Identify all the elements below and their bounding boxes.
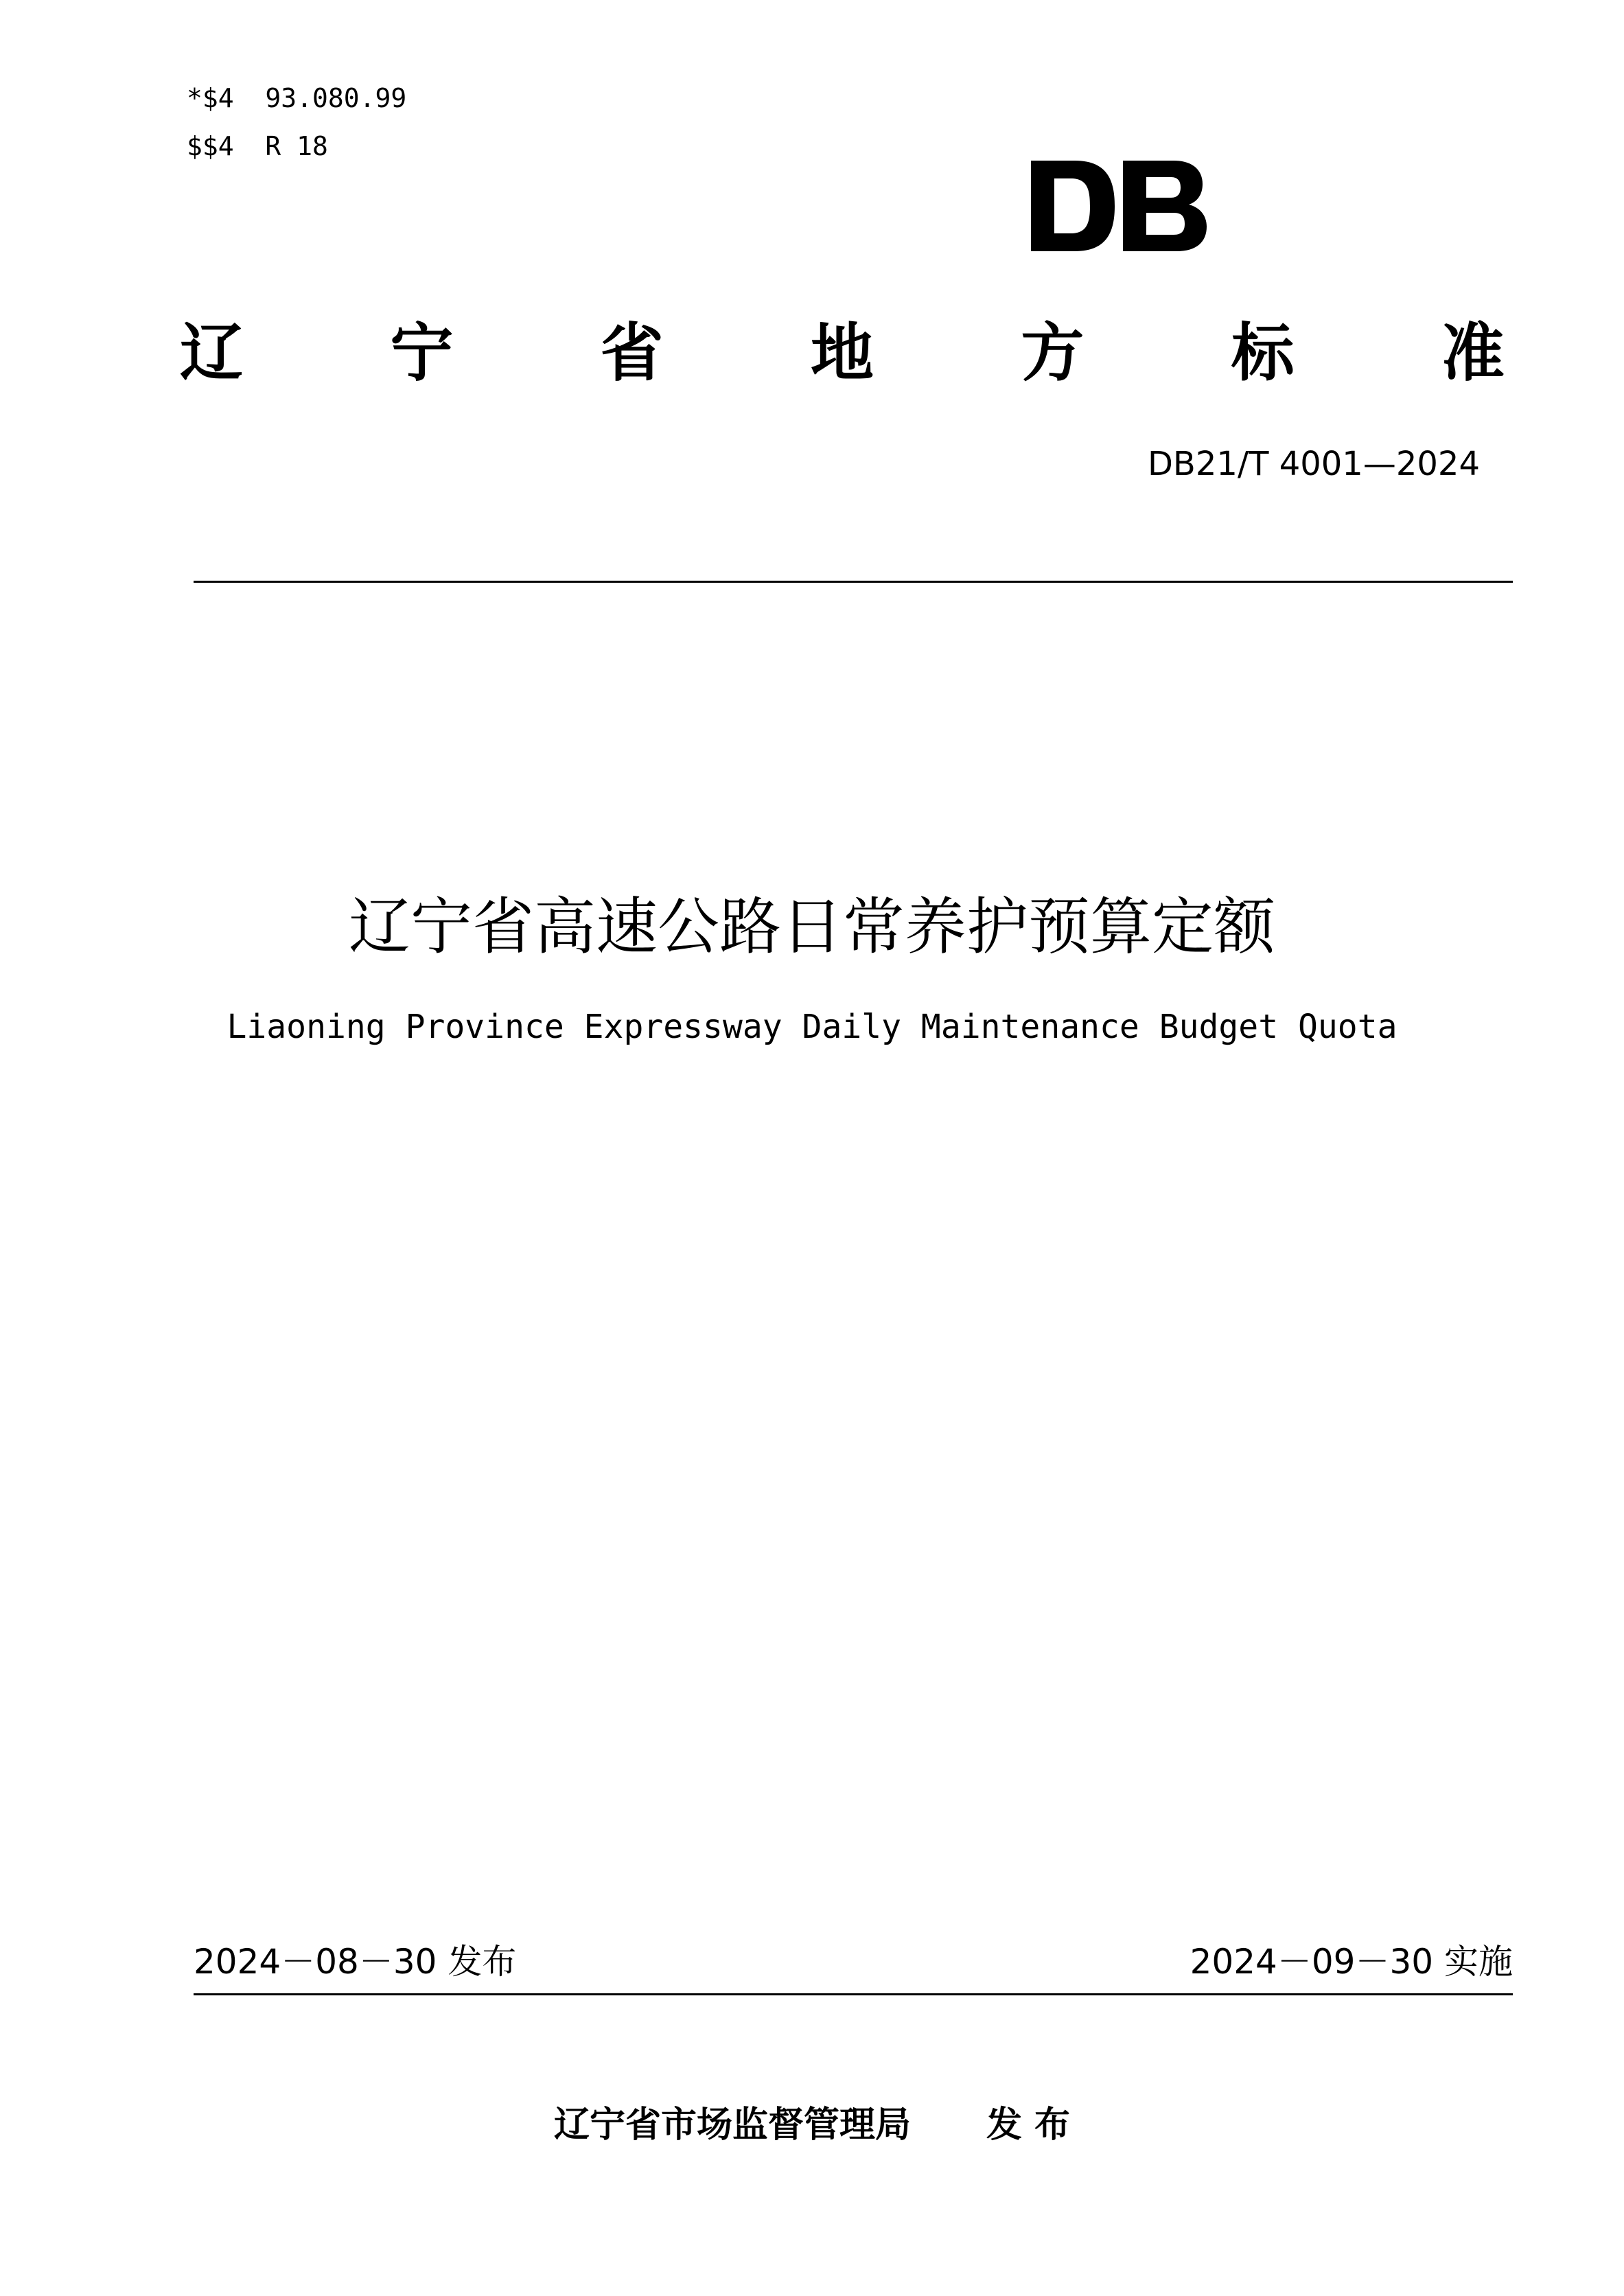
document-title-english: Liaoning Province Expressway Daily Maintenance Budget Quota bbox=[227, 1008, 1397, 1046]
standard-type-char: 辽 bbox=[180, 316, 244, 390]
ccs-code: $$4 R 18 bbox=[187, 131, 328, 161]
standard-type-char: 地 bbox=[810, 316, 874, 390]
standard-type-heading bbox=[180, 316, 1505, 391]
issue-date: 2024－08－30 发布 bbox=[194, 1942, 517, 1982]
standard-number: DB21/T 4001—2024 bbox=[1147, 445, 1480, 483]
standard-type-char: 标 bbox=[1231, 316, 1295, 390]
ics-code: *$4 93.080.99 bbox=[187, 83, 407, 113]
standard-type-char: 准 bbox=[1441, 316, 1505, 390]
bottom-divider bbox=[194, 1993, 1513, 1995]
implementation-date: 2024－09－30 实施 bbox=[1190, 1942, 1513, 1982]
standard-type-char: 方 bbox=[1021, 316, 1084, 390]
publisher-line bbox=[0, 2103, 1624, 2147]
document-title-chinese: 辽宁省高速公路日常养护预算定额 bbox=[349, 891, 1275, 963]
top-divider bbox=[194, 581, 1513, 583]
publisher-action: 发 布 bbox=[986, 2104, 1071, 2146]
standard-type-char: 宁 bbox=[390, 316, 454, 390]
db-logo bbox=[1031, 161, 1207, 251]
standard-type-char: 省 bbox=[600, 316, 664, 390]
publisher-name: 辽宁省市场监督管理局 bbox=[553, 2104, 911, 2146]
